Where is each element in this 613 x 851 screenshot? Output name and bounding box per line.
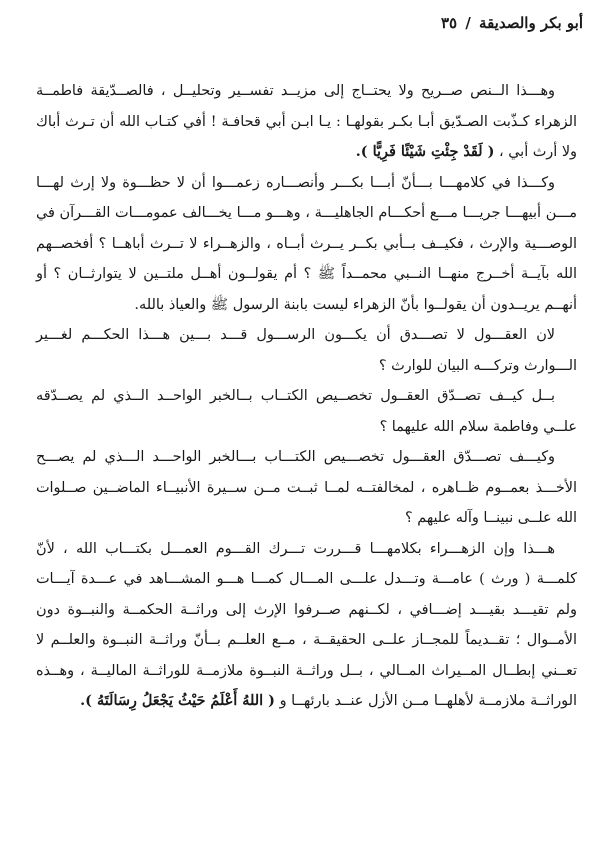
- paragraph: [36, 76, 577, 168]
- paragraph-text: وكـــذا في كلامهـــا بـــأنّ أبـــا بكـــر وأنصـــاره زعمـــوا أن لا حظـــوة ولا إرث لهـــا مـــن أبيهـــا جريـــا مـــع أحكـــام الجاهليـــة ، وهـــو مـــا يخـــالف عمومـــات القـــرآن في الوصـــية والإرث ، فكيــف بــأبي بكــر يــرث أبــاه ، والزهــراء لا تــرث أباهــا ؟ أفخصــهم الله بآيــة أخــرج منهــا النــبي محمــداً ﷺ ؟ أم يقولــون أهــل ملتــين لا يتوارثــان ؟ أو أنهــم يريــدون أن يقولــوا بأنّ الزهراء ليست بابنة الرسول ﷺ والعياذ بالله.: [36, 174, 577, 313]
- paragraph-text: هـــذا وإن الزهـــراء بكلامهـــا قـــررت تـــرك القـــوم العمـــل بكتـــاب الله ، لأنّ كلمـــة ( ورث ) عامـــة وتـــدل علـــى المـــال كمـــا هـــو المشـــاهد في عـــدة آيـــات ولم تقيـــد بقيـــد إضـــافي ، لكــنهم صــرفوا الإرث إلى وراثــة الحكمــة والنبــوة دون الأمــوال ؛ تقــديماً للمجــاز علــى الحقيقــة ، مــع العلــم بــأنّ وراثــة النبــوة والعلــم لا تعــني إبطــال المــيراث المــالي ، بــل وراثــة النبــوة ملازمــة للوراثــة الماليــة ، وهــذه الوراثــة ملازمــة لأهلهــا مــن الأزل عنــد بارئهــا و: [36, 540, 577, 709]
- paragraph: [36, 381, 577, 442]
- quran-quote: ( لَقَدْ جِئْتِ شَيْئًا فَرِيًّا ).: [355, 143, 495, 160]
- page-number: ٣٥: [440, 14, 458, 32]
- quran-quote: ( اللهُ أَعْلَمُ حَيْثُ يَجْعَلُ رِسَالَتَهُ ).: [80, 692, 275, 709]
- paragraph-text: بــل كيــف تصــدّق العقــول تخصــيص الكتــاب بــالخبر الواحــد الــذي لم يصــدّقه علــي وفاطمة سلام الله عليهما ؟: [36, 388, 577, 435]
- paragraph: [36, 442, 577, 534]
- paragraph: [36, 168, 577, 321]
- paragraph-text: وكيـــف تصـــدّق العقـــول تخصـــيص الكتـــاب بـــالخبر الواحـــد الـــذي لم يصـــح الأخـــذ بعمــوم ظــاهره ، لمخالفتــه لمــا ثبــت مــن ســيرة الأنبيــاء الماضــين صــلوات الله علــى نبينــا وآله عليهم ؟: [36, 449, 577, 526]
- paragraph-text: وهـــذا الــنص صــريح ولا يحتــاج إلى مزيــد تفســير وتحليــل ، فالصــدّيقة فاطمــة الزهراء كـذّبت الصـدّيق أبـا بكـر بقولهـا : يـا ابـن أبي قحافـة ! أفي كتـاب الله أن تـرث أباك ولا أرث أبي ،: [36, 83, 577, 160]
- body-text: [36, 76, 577, 717]
- header-title: أبو بكر والصديقة: [479, 14, 583, 32]
- header-separator: /: [465, 14, 471, 32]
- paragraph-text: لان العقـــول لا تصـــدق أن يكـــون الرســـول قـــد بـــين هـــذا الحكـــم لغـــير الـــوارث وتركـــه البيان للوارث ؟: [36, 327, 577, 374]
- paragraph: [36, 320, 577, 381]
- paragraph: [36, 534, 577, 717]
- running-header: [441, 14, 583, 32]
